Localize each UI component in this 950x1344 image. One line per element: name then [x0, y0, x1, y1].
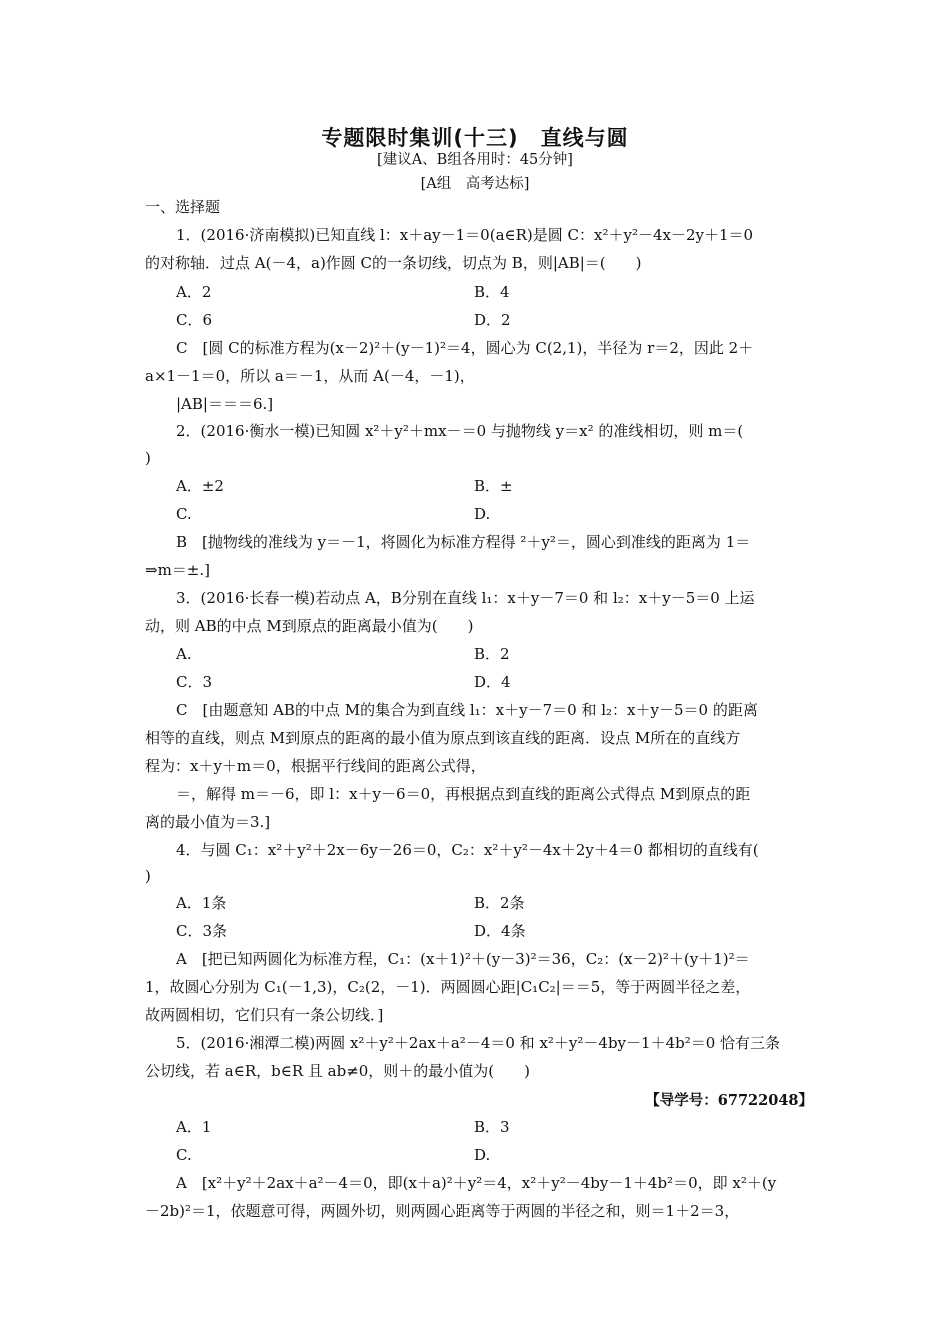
q1-option-a: A．2 [176, 283, 212, 301]
q2-stem-line2: ) [145, 449, 151, 467]
q3-stem-line2: 动，则 AB的中点 M到原点的距离最小值为( ) [145, 617, 474, 635]
time-suggestion: [建议A、B组各用时：45分钟] [377, 152, 573, 168]
section-heading: 一、选择题 [145, 198, 221, 216]
q4-option-b: B．2条 [474, 894, 525, 912]
page-title: 专题限时集训(十三) 直线与圆 [321, 126, 629, 150]
q3-option-b: B．2 [474, 645, 510, 663]
q4-option-c: C．3条 [176, 922, 228, 940]
q1-answer-line2: a×1－1＝0，所以 a＝－1，从而 A(－4，－1)， [145, 367, 475, 385]
q3-answer-line3: 程为：x＋y＋m＝0，根据平行线间的距离公式得， [145, 757, 486, 775]
q4-answer-line1: A [把已知两圆化为标准方程，C₁：(x＋1)²＋(y－3)²＝36，C₂：(x－2)²＋(y＋1)²＝ [176, 950, 750, 968]
q4-stem-line1: 4．与圆 C₁：x²＋y²＋2x－6y－26＝0，C₂：x²＋y²－4x＋2y＋4＝0 都相切的直线有( [176, 841, 759, 859]
q1-stem-line2: 的对称轴．过点 A(－4，a)作圆 C的一条切线，切点为 B，则|AB|＝( ) [145, 254, 642, 272]
q2-answer-line2: ⇒m＝±.] [145, 561, 210, 579]
q5-stem-line1: 5．(2016·湘潭二模)两圆 x²＋y²＋2ax＋a²－4＝0 和 x²＋y²－4by－1＋4b²＝0 恰有三条 [176, 1034, 781, 1052]
q2-option-c: C. [176, 505, 192, 523]
q3-answer-line5: 离的最小值为＝3.] [145, 813, 271, 831]
q1-answer-line3: |AB|＝＝＝6.] [176, 395, 274, 413]
q2-option-b: B．± [474, 477, 513, 495]
q3-option-c: C．3 [176, 673, 213, 691]
q5-option-a: A．1 [176, 1118, 212, 1136]
q4-option-d: D．4条 [474, 922, 526, 940]
q3-option-a: A. [176, 645, 192, 663]
q3-stem-line1: 3．(2016·长春一模)若动点 A，B分别在直线 l₁：x＋y－7＝0 和 l₂：x＋y－5＝0 上运 [176, 589, 755, 607]
group-label: [A组 高考达标] [420, 176, 530, 192]
q4-answer-line3: 故两圆相切，它们只有一条公切线．] [145, 1006, 384, 1024]
study-guide-number: 【导学号：67722048】 [645, 1092, 813, 1109]
q5-option-d: D. [474, 1146, 491, 1164]
q4-stem-line2: ) [145, 867, 151, 885]
q1-option-b: B．4 [474, 283, 510, 301]
q5-answer-line1: A [x²＋y²＋2ax＋a²－4＝0，即(x＋a)²＋y²＝4，x²＋y²－4by－1＋4b²＝0，即 x²＋(y [176, 1174, 777, 1192]
q1-stem-line1: 1．(2016·济南模拟)已知直线 l：x＋ay－1＝0(a∈R)是圆 C：x²＋y²－4x－2y＋1＝0 [176, 226, 754, 244]
q3-answer-line4: ＝，解得 m＝－6，即 l：x＋y－6＝0，再根据点到直线的距离公式得点 M到原点的距 [176, 785, 751, 803]
q1-answer-line1: C [圆 C的标准方程为(x－2)²＋(y－1)²＝4，圆心为 C(2,1)，半径为 r＝2，因此 2＋ [176, 339, 754, 357]
q5-stem-line2: 公切线，若 a∈R，b∈R 且 ab≠0，则＋的最小值为( ) [145, 1062, 531, 1080]
q3-answer-line2: 相等的直线，则点 M到原点的距离的最小值为原点到该直线的距离．设点 M所在的直线方 [145, 729, 741, 747]
q1-option-d: D．2 [474, 311, 511, 329]
q3-option-d: D．4 [474, 673, 511, 691]
q2-option-d: D. [474, 505, 491, 523]
q2-stem-line1: 2．(2016·衡水一模)已知圆 x²＋y²＋mx－＝0 与抛物线 y＝x² 的准线相切，则 m＝( [176, 422, 744, 440]
q5-option-c: C. [176, 1146, 192, 1164]
q2-answer-line1: B [抛物线的准线为 y＝－1，将圆化为标准方程得 ²＋y²＝，圆心到准线的距离为 1＝ [176, 533, 751, 551]
q1-option-c: C．6 [176, 311, 213, 329]
q5-answer-line2: －2b)²＝1，依题意可得，两圆外切，则两圆心距离等于两圆的半径之和，则＝1＋2＝3， [145, 1202, 740, 1220]
q4-option-a: A．1条 [176, 894, 227, 912]
q4-answer-line2: 1，故圆心分别为 C₁(－1,3)，C₂(2，－1)．两圆圆心距|C₁C₂|＝＝5，等于两圆半径之差， [145, 978, 751, 996]
q5-option-b: B．3 [474, 1118, 510, 1136]
q3-answer-line1: C [由题意知 AB的中点 M的集合为到直线 l₁：x＋y－7＝0 和 l₂：x＋y－5＝0 的距离 [176, 701, 758, 719]
q2-option-a: A．±2 [176, 477, 224, 495]
